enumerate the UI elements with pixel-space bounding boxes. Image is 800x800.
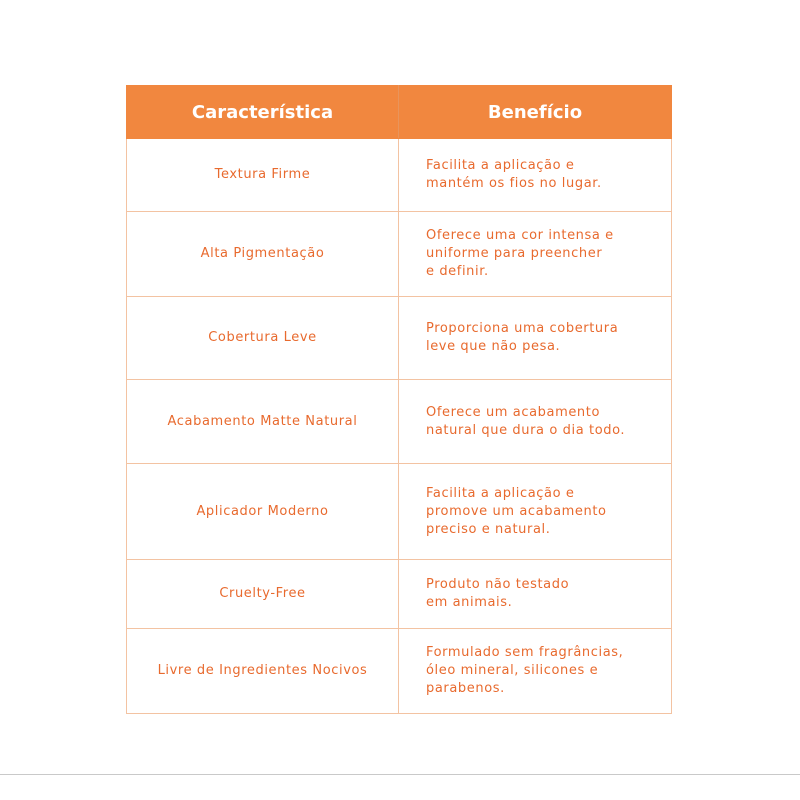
benefit-line: óleo mineral, silicones e bbox=[426, 663, 599, 678]
benefit-cell bbox=[399, 629, 672, 714]
table-row bbox=[127, 380, 672, 464]
feature-cell: Alta Pigmentação bbox=[127, 212, 399, 297]
benefit-line: Oferece uma cor intensa e bbox=[426, 228, 614, 243]
benefit-line: Oferece um acabamento bbox=[426, 404, 601, 420]
benefit-line: promove um acabamento bbox=[426, 503, 607, 519]
benefit-line: Proporciona uma cobertura bbox=[426, 321, 619, 336]
benefit-cell bbox=[399, 212, 672, 297]
feature-cell: Cobertura Leve bbox=[127, 297, 399, 380]
table-row bbox=[127, 297, 672, 380]
table-row bbox=[127, 464, 672, 560]
benefit-line: preciso e natural. bbox=[426, 521, 551, 537]
table-row bbox=[127, 212, 672, 297]
benefit-line: em animais. bbox=[426, 595, 513, 610]
benefit-cell bbox=[399, 464, 672, 560]
table-row bbox=[127, 139, 672, 212]
table-row bbox=[127, 560, 672, 629]
benefit-cell bbox=[399, 297, 672, 380]
feature-cell: Livre de Ingredientes Nocivos bbox=[127, 629, 399, 714]
benefit-line: e definir. bbox=[426, 264, 489, 279]
benefit-line: mantém os fios no lugar. bbox=[426, 176, 602, 191]
feature-cell: Textura Firme bbox=[127, 139, 399, 212]
benefit-line: Facilita a aplicação e bbox=[426, 485, 575, 501]
bottom-divider bbox=[0, 774, 800, 775]
feature-cell: Aplicador Moderno bbox=[127, 464, 399, 560]
table-row bbox=[127, 629, 672, 714]
benefit-line: Formulado sem fragrâncias, bbox=[426, 645, 624, 660]
benefit-line: Facilita a aplicação e bbox=[426, 158, 575, 173]
header-benefit: Benefício bbox=[399, 86, 672, 139]
benefit-line: parabenos. bbox=[426, 681, 505, 696]
benefit-cell bbox=[399, 380, 672, 464]
header-feature: Característica bbox=[127, 86, 399, 139]
benefit-line: leve que não pesa. bbox=[426, 339, 561, 354]
table-header-row bbox=[127, 86, 672, 139]
features-benefits-table bbox=[126, 85, 672, 714]
benefit-line: Produto não testado bbox=[426, 577, 570, 592]
feature-cell: Acabamento Matte Natural bbox=[127, 380, 399, 464]
benefit-line: natural que dura o dia todo. bbox=[426, 422, 626, 438]
feature-cell: Cruelty-Free bbox=[127, 560, 399, 629]
benefit-line: uniforme para preencher bbox=[426, 246, 603, 261]
benefit-cell bbox=[399, 139, 672, 212]
benefit-cell bbox=[399, 560, 672, 629]
